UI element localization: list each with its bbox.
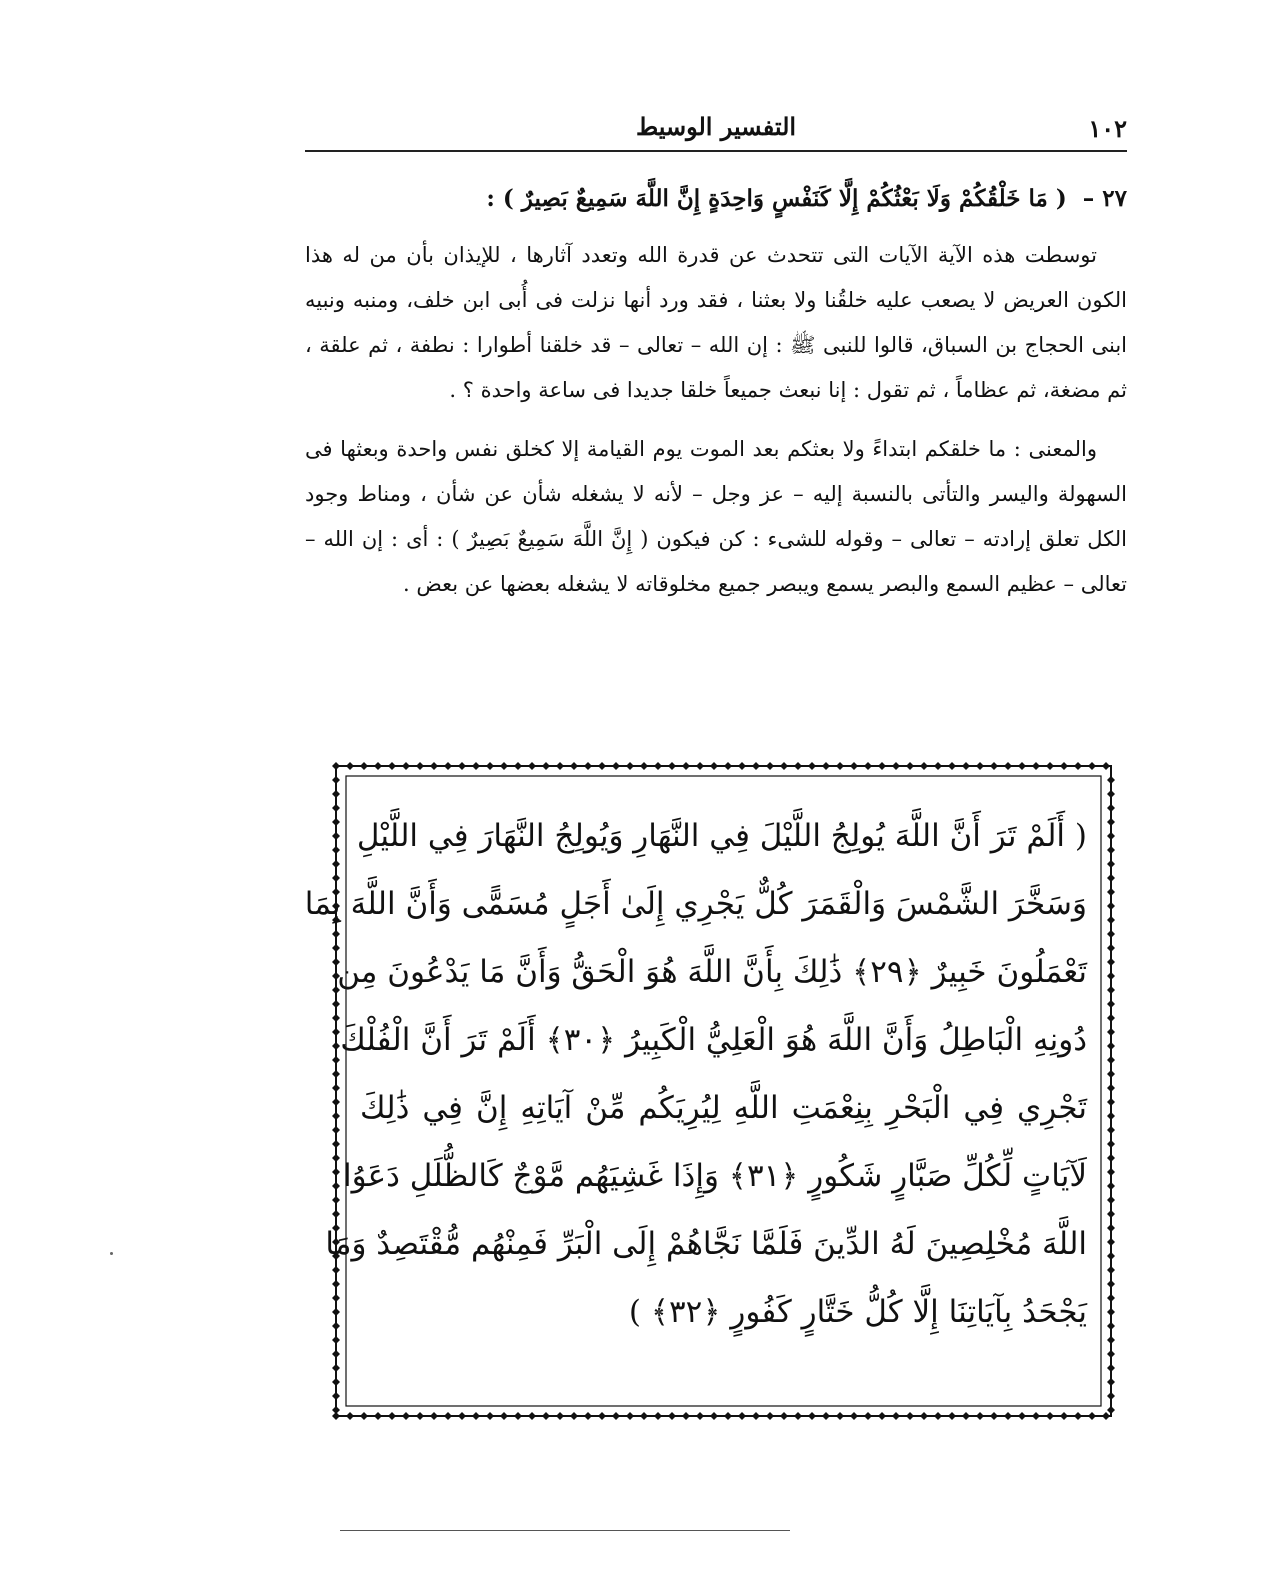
border-ornament	[416, 1412, 424, 1420]
quran-line: ( أَلَمْ تَرَ أَنَّ اللَّهَ يُولِجُ اللَّيْلَ فِي النَّهَارِ وَيُولِجُ النَّهَارَ فِي اللَّيْلِ	[356, 818, 1087, 854]
border-ornament	[1107, 776, 1115, 784]
border-ornament	[1107, 1028, 1115, 1036]
border-ornament	[1060, 762, 1068, 770]
header-rule	[305, 150, 1127, 152]
border-ornament	[528, 1412, 536, 1420]
border-ornament	[1107, 1154, 1115, 1162]
border-ornament	[1107, 888, 1115, 896]
border-ornament	[514, 762, 522, 770]
border-ornament	[1107, 846, 1115, 854]
border-ornament	[878, 762, 886, 770]
border-ornament	[332, 790, 340, 798]
border-ornament	[626, 1412, 634, 1420]
border-ornament	[332, 846, 340, 854]
border-ornament	[570, 1412, 578, 1420]
border-ornament	[430, 1412, 438, 1420]
border-ornament	[612, 1412, 620, 1420]
border-ornament	[542, 1412, 550, 1420]
border-ornament	[752, 1412, 760, 1420]
border-ornament	[1107, 874, 1115, 882]
border-ornament	[1107, 1364, 1115, 1372]
border-ornament	[794, 762, 802, 770]
border-ornament	[808, 762, 816, 770]
quran-verses-frame	[304, 762, 1115, 1420]
border-ornament	[472, 762, 480, 770]
paragraph-meaning: والمعنى : ما خلقكم ابتداءً ولا بعثكم بعد الموت يوم القيامة إلا كخلق نفس واحدة وبعثها فى السهولة واليسر والتأتى بالنسبة إليه – عز وجل – لأنه لا يشغله شأن عن شأن ، ومناط وجود الكل تعلق إرادته – تعالى – وقوله للشىء : كن فيكون ( إِنَّ اللَّهَ سَمِيعٌ بَصِيرٌ ) : أى : إن الله – تعالى – عظيم السمع والبصر يسمع ويبصر جميع مخلوقاته لا يشغله بعضها عن بعض .	[305, 437, 1127, 596]
border-ornament	[598, 1412, 606, 1420]
border-ornament	[1107, 1140, 1115, 1148]
border-ornament	[752, 762, 760, 770]
book-title: التفسير الوسيط	[635, 112, 797, 141]
border-ornament	[1107, 1266, 1115, 1274]
border-ornament	[1107, 1196, 1115, 1204]
border-ornament	[332, 1098, 340, 1106]
border-ornament	[780, 1412, 788, 1420]
border-ornament	[332, 1168, 340, 1176]
border-ornament	[892, 1412, 900, 1420]
border-ornament	[556, 762, 564, 770]
border-ornament	[780, 762, 788, 770]
border-ornament	[1018, 762, 1026, 770]
verse-number: ٢٧ –	[1082, 185, 1127, 212]
border-ornament	[724, 1412, 732, 1420]
border-ornament	[920, 1412, 928, 1420]
running-header	[305, 112, 1127, 148]
border-ornament	[822, 1412, 830, 1420]
border-ornament	[1107, 790, 1115, 798]
border-ornament	[528, 762, 536, 770]
border-ornament	[990, 1412, 998, 1420]
border-ornament	[332, 1336, 340, 1344]
border-ornament	[1107, 1322, 1115, 1330]
border-ornament	[1107, 1280, 1115, 1288]
border-ornament	[682, 762, 690, 770]
border-ornament	[1088, 762, 1096, 770]
border-ornament	[1107, 1126, 1115, 1134]
border-ornament	[332, 1112, 340, 1120]
paragraph-occasion: توسطت هذه الآية الآيات التى تتحدث عن قدرة الله وتعدد آثارها ، للإيذان بأن من له هذا الكون العريض لا يصعب عليه خلقُنا ولا بعثنا ، فقد ورد أنها نزلت فى أُبى ابن خلف، ومنبه ونبيه ابنى الحجاج بن السباق، قالوا للنبى ﷺ : إن الله – تعالى – قد خلقنا أطوارا : نطفة ، ثم علقة ، ثم مضغة، ثم عظاماً ، ثم تقول : إنا نبعث جميعاً خلقا جديدا فى ساعة واحدة ؟ .	[305, 243, 1127, 402]
border-ornament	[1107, 804, 1115, 812]
border-ornament	[332, 1280, 340, 1288]
border-ornament	[472, 1412, 480, 1420]
border-ornament	[1018, 1412, 1026, 1420]
quran-line: تَعْمَلُونَ خَبِيرٌ ﴿٢٩﴾ ذَٰلِكَ بِأَنَّ اللَّهَ هُوَ الْحَقُّ وَأَنَّ مَا يَدْعُونَ مِن	[337, 954, 1087, 990]
border-ornament	[1107, 1210, 1115, 1218]
border-ornament	[892, 762, 900, 770]
border-ornament	[668, 1412, 676, 1420]
page-number: ١٠٢	[1088, 114, 1127, 143]
border-ornament	[934, 1412, 942, 1420]
border-ornament	[1032, 762, 1040, 770]
border-ornament	[1107, 1098, 1115, 1106]
border-ornament	[696, 1412, 704, 1420]
border-ornament	[1107, 1070, 1115, 1078]
border-ornament	[990, 762, 998, 770]
border-ornament	[948, 762, 956, 770]
quran-line: يَجْحَدُ بِآيَاتِنَا إِلَّا كُلُّ خَتَّارٍ كَفُورٍ ﴿٣٢﴾ )	[628, 1294, 1087, 1330]
border-ornament	[332, 1406, 340, 1414]
border-ornament	[1107, 972, 1115, 980]
border-ornament	[332, 1126, 340, 1134]
border-ornament	[822, 762, 830, 770]
border-ornament	[584, 1412, 592, 1420]
border-ornament	[836, 762, 844, 770]
border-ornament	[332, 1392, 340, 1400]
border-ornament	[1060, 1412, 1068, 1420]
border-ornament	[1107, 1168, 1115, 1176]
border-ornament	[626, 762, 634, 770]
border-ornament	[332, 1084, 340, 1092]
border-ornament	[332, 818, 340, 826]
border-ornament	[654, 762, 662, 770]
border-ornament	[1107, 944, 1115, 952]
border-ornament	[332, 776, 340, 784]
border-ornament	[332, 1042, 340, 1050]
border-ornament	[1107, 1014, 1115, 1022]
border-ornament	[1107, 1294, 1115, 1302]
border-ornament	[668, 762, 676, 770]
border-ornament	[1107, 1238, 1115, 1246]
quran-line: تَجْرِي فِي الْبَحْرِ بِنِعْمَتِ اللَّهِ لِيُرِيَكُم مِّنْ آيَاتِهِ إِنَّ فِي ذَٰلِكَ	[360, 1090, 1087, 1126]
border-ornament	[640, 762, 648, 770]
border-ornament	[1107, 1350, 1115, 1358]
footer-rule	[340, 1530, 790, 1531]
border-ornament	[948, 1412, 956, 1420]
quran-line: لَآيَاتٍ لِّكُلِّ صَبَّارٍ شَكُورٍ ﴿٣١﴾ وَإِذَا غَشِيَهُم مَّوْجٌ كَالظُّلَلِ دَعَوُا	[342, 1158, 1087, 1194]
border-ornament	[1107, 986, 1115, 994]
border-ornament	[430, 762, 438, 770]
quran-line: وَسَخَّرَ الشَّمْسَ وَالْقَمَرَ كُلٌّ يَجْرِي إِلَىٰ أَجَلٍ مُسَمًّى وَأَنَّ اللَّهَ بِمَا	[304, 886, 1087, 922]
scan-speck	[110, 1252, 113, 1255]
border-ornament	[864, 1412, 872, 1420]
border-ornament	[976, 762, 984, 770]
border-ornament	[1046, 1412, 1054, 1420]
border-ornament	[766, 762, 774, 770]
border-ornament	[416, 762, 424, 770]
border-ornament	[332, 804, 340, 812]
border-ornament	[570, 762, 578, 770]
border-ornament	[542, 762, 550, 770]
border-ornament	[500, 1412, 508, 1420]
border-ornament	[332, 1294, 340, 1302]
border-ornament	[1107, 1252, 1115, 1260]
border-ornament	[1107, 1336, 1115, 1344]
border-ornament	[388, 1412, 396, 1420]
border-ornament	[1088, 1412, 1096, 1420]
border-ornament	[1107, 916, 1115, 924]
border-ornament	[514, 1412, 522, 1420]
border-ornament	[1004, 762, 1012, 770]
border-ornament	[1046, 762, 1054, 770]
border-ornament	[332, 1182, 340, 1190]
border-ornament	[1107, 1224, 1115, 1232]
border-ornament	[402, 762, 410, 770]
border-ornament	[1107, 930, 1115, 938]
border-ornament	[332, 1140, 340, 1148]
border-ornament	[332, 1056, 340, 1064]
border-ornament	[1107, 1084, 1115, 1092]
border-ornament	[1004, 1412, 1012, 1420]
border-ornament	[332, 860, 340, 868]
border-ornament	[1102, 1412, 1110, 1420]
border-ornament	[332, 1322, 340, 1330]
border-ornament	[962, 762, 970, 770]
commentary-body	[305, 176, 1127, 607]
border-ornament	[962, 1412, 970, 1420]
border-ornament	[612, 762, 620, 770]
border-ornament	[1107, 1308, 1115, 1316]
border-ornament	[346, 762, 354, 770]
border-ornament	[332, 1350, 340, 1358]
border-ornament	[1107, 958, 1115, 966]
border-ornament	[850, 762, 858, 770]
border-ornament	[808, 1412, 816, 1420]
quran-line: اللَّهَ مُخْلِصِينَ لَهُ الدِّينَ فَلَمَّا نَجَّاهُمْ إِلَى الْبَرِّ فَمِنْهُم مُّقْتَصِدٌ وَمَا	[325, 1226, 1087, 1262]
border-ornament	[444, 762, 452, 770]
border-ornament	[1074, 762, 1082, 770]
border-ornament	[836, 1412, 844, 1420]
border-ornament	[1107, 1000, 1115, 1008]
border-ornament	[458, 762, 466, 770]
border-ornament	[346, 1412, 354, 1420]
border-ornament	[360, 1412, 368, 1420]
border-ornament	[332, 1028, 340, 1036]
border-ornament	[332, 1070, 340, 1078]
border-ornament	[710, 1412, 718, 1420]
border-ornament	[1074, 1412, 1082, 1420]
verse-text: ( مَا خَلْقُكُمْ وَلَا بَعْثُكُمْ إِلَّا كَنَفْسٍ وَاحِدَةٍ إِنَّ اللَّهَ سَمِيعٌ بَصِيرٌ ) :	[486, 185, 1067, 212]
border-ornament	[332, 1308, 340, 1316]
border-ornament	[1107, 1056, 1115, 1064]
border-ornament	[1107, 1378, 1115, 1386]
quran-text	[304, 802, 1087, 1346]
border-ornament	[976, 1412, 984, 1420]
border-ornament	[360, 762, 368, 770]
border-ornament	[374, 762, 382, 770]
border-ornament	[724, 762, 732, 770]
border-ornament	[1107, 1042, 1115, 1050]
border-ornament	[710, 762, 718, 770]
border-ornament	[654, 1412, 662, 1420]
border-ornament	[598, 762, 606, 770]
border-ornament	[486, 1412, 494, 1420]
border-ornament	[458, 1412, 466, 1420]
border-ornament	[332, 1196, 340, 1204]
border-ornament	[1107, 818, 1115, 826]
border-ornament	[878, 1412, 886, 1420]
border-ornament	[332, 1154, 340, 1162]
border-ornament	[1032, 1412, 1040, 1420]
border-ornament	[332, 1014, 340, 1022]
border-ornament	[696, 762, 704, 770]
border-ornament	[864, 762, 872, 770]
border-ornament	[332, 1378, 340, 1386]
border-ornament	[402, 1412, 410, 1420]
border-ornament	[584, 762, 592, 770]
border-ornament	[738, 1412, 746, 1420]
border-ornament	[1102, 762, 1110, 770]
border-ornament	[332, 1364, 340, 1372]
border-ornament	[388, 762, 396, 770]
quran-line: دُونِهِ الْبَاطِلُ وَأَنَّ اللَّهَ هُوَ الْعَلِيُّ الْكَبِيرُ ﴿٣٠﴾ أَلَمْ تَرَ أَنَّ الْفُلْكَ	[340, 1022, 1087, 1058]
border-ornament	[1107, 1406, 1115, 1414]
border-ornament	[682, 1412, 690, 1420]
border-ornament	[374, 1412, 382, 1420]
verse-heading	[305, 176, 1127, 221]
border-ornament	[738, 762, 746, 770]
border-ornament	[906, 1412, 914, 1420]
border-ornament	[1107, 1392, 1115, 1400]
border-ornament	[920, 762, 928, 770]
border-ornament	[1107, 902, 1115, 910]
border-ornament	[850, 1412, 858, 1420]
border-ornament	[500, 762, 508, 770]
border-ornament	[444, 1412, 452, 1420]
border-ornament	[556, 1412, 564, 1420]
border-ornament	[1107, 1112, 1115, 1120]
border-ornament	[766, 1412, 774, 1420]
border-ornament	[1107, 832, 1115, 840]
border-ornament	[794, 1412, 802, 1420]
border-ornament	[1107, 1182, 1115, 1190]
border-ornament	[332, 832, 340, 840]
border-ornament	[934, 762, 942, 770]
border-ornament	[1107, 860, 1115, 868]
border-ornament	[486, 762, 494, 770]
border-ornament	[906, 762, 914, 770]
border-ornament	[332, 762, 340, 770]
border-ornament	[640, 1412, 648, 1420]
